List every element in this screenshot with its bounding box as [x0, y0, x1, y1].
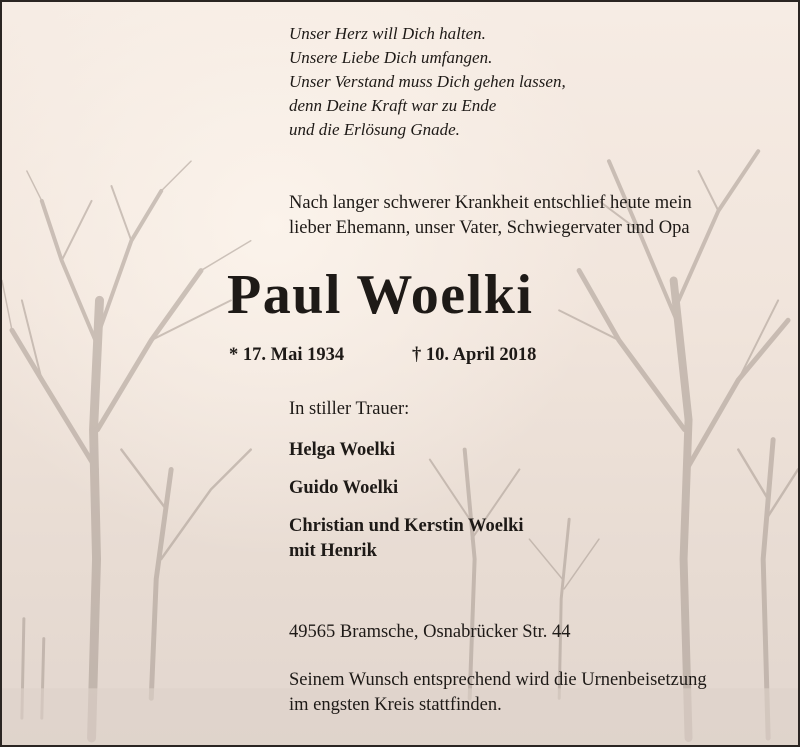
announcement-line: Nach langer schwerer Krankheit entschlief heute mein [289, 193, 692, 213]
mourner-name: Christian und Kerstin Woelki [289, 516, 524, 536]
deceased-name: Paul Woelki [227, 264, 534, 326]
birth-date: * 17. Mai 1934 [229, 345, 345, 365]
poem-line: denn Deine Kraft war zu Ende [289, 96, 497, 115]
mourner-entry [289, 514, 524, 564]
mourner-entry [289, 476, 524, 501]
announcement-line: lieber Ehemann, unser Vater, Schwiegervater und Opa [289, 218, 690, 238]
poem-line: und die Erlösung Gnade. [289, 120, 460, 139]
mourners-list [289, 438, 524, 577]
death-announcement [289, 191, 769, 241]
mourning-heading: In stiller Trauer: [289, 399, 410, 419]
burial-note-line: Seinem Wunsch entsprechend wird die Urnenbeisetzung [289, 670, 707, 690]
address: 49565 Bramsche, Osnabrücker Str. 44 [289, 622, 571, 642]
mourner-name: Guido Woelki [289, 478, 399, 498]
burial-note-line: im engsten Kreis stattfinden. [289, 695, 502, 715]
poem-line: Unser Verstand muss Dich gehen lassen, [289, 72, 566, 91]
mourner-name: Helga Woelki [289, 440, 396, 460]
burial-note [289, 668, 779, 718]
death-date: † 10. April 2018 [412, 345, 537, 365]
mourner-entry [289, 438, 524, 463]
poem-line: Unser Herz will Dich halten. [289, 24, 486, 43]
poem [289, 22, 566, 142]
mourner-name-addition: mit Henrik [289, 541, 377, 561]
poem-line: Unsere Liebe Dich umfangen. [289, 48, 493, 67]
